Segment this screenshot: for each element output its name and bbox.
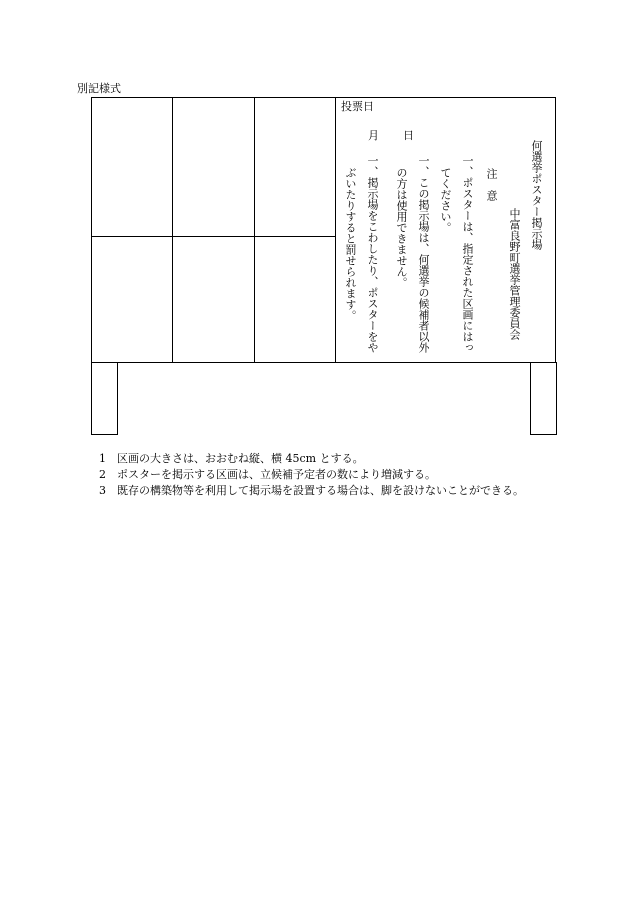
month-label: 月 xyxy=(368,129,379,142)
rule-1-line-2: てください。 xyxy=(439,167,452,233)
form-label: 別記様式 xyxy=(77,82,121,95)
board-title: 何選挙ポスター掲示場 xyxy=(530,140,543,250)
poster-section xyxy=(173,98,254,236)
poster-section xyxy=(92,237,172,362)
attention-heading: 注 意 xyxy=(485,168,498,201)
right-leg xyxy=(530,362,557,435)
notes-list xyxy=(99,451,524,499)
note-item: 2 ポスターを掲示する区画は、立候補予定者の数により増減する。 xyxy=(99,468,436,481)
note-item: 3 既存の構築物等を利用して掲示場を設置する場合は、脚を設けないことができる。 xyxy=(99,484,524,497)
poster-section xyxy=(92,98,172,236)
rule-3-line-1: 一、掲示場をこわしたり、ポスターをや xyxy=(366,155,379,353)
poster-section xyxy=(255,237,335,362)
rule-2-line-2: の方は使用できません。 xyxy=(395,167,408,288)
day-label: 日 xyxy=(403,129,414,142)
poster-section xyxy=(255,98,335,236)
rule-2-line-1: 一、この掲示場は、何選挙の候補者以外 xyxy=(417,155,430,353)
poster-section xyxy=(173,237,254,362)
vote-day-label: 投票日 xyxy=(341,100,374,113)
left-leg xyxy=(91,362,118,435)
note-item: 1 区画の大きさは、おおむね縦、横 45cm とする。 xyxy=(99,452,364,465)
rule-1-line-1: 一、ポスターは、指定された区画にはっ xyxy=(461,155,474,353)
section-divider-v3 xyxy=(335,97,336,363)
rule-3-line-2: ぶいたりすると罰せられます。 xyxy=(344,167,357,321)
committee-name: 中富良野町選挙管理委員会 xyxy=(508,208,521,340)
